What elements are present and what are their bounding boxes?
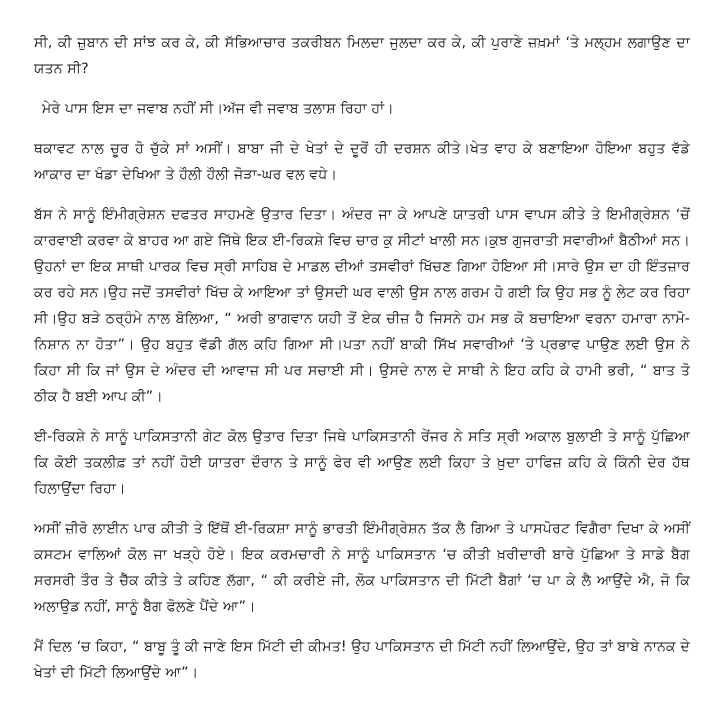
paragraph-5: ਈ-ਰਿਕਸ਼ੇ ਨੇ ਸਾਨੂੰ ਪਾਕਿਸਤਾਨੀ ਗੇਟ ਕੋਲ ਉਤਾਰ ਦਿਤਾ ਜਿਥੇ ਪਾਕਿਸਤਾਨੀ ਰੇਂਜਰ ਨੇ ਸਤਿ ਸ੍ਰੀ ਅਕਾਲ ਬੁਲਾਈ ਤੇ ਸਾਨੂੰ ਪੁੱਛਿਆ ਕਿ ਕੋਈ ਤਕਲੀਫ਼ ਤਾਂ ਨਹੀਂ ਹੋਈ ਯਾਤਰਾ ਦੌਰਾਨ ਤੇ ਸਾਨੂੰ ਫੇਰ ਵੀ ਆਉਣ ਲਈ ਕਿਹਾ ਤੇ ਖ਼ੁਦਾ ਹਾਫਿਜ਼ ਕਹਿ ਕੇ ਕਿੰਨੀ ਦੇਰ ਹੱਥ ਹਿਲਾਉਂਦਾ ਰਿਹਾ। bbox=[34, 429, 690, 497]
document-page bbox=[34, 30, 690, 700]
paragraph-4: ਬੱਸ ਨੇ ਸਾਨੂੰ ਇੰਮੀਗ੍ਰੇਸ਼ਨ ਦਫਤਰ ਸਾਹਮਣੇ ਉਤਾਰ ਦਿਤਾ। ਅੰਦਰ ਜਾ ਕੇ ਆਪਣੇ ਯਾਤਰੀ ਪਾਸ ਵਾਪਸ ਕੀਤੇ ਤੇ ਇਮੀਗ੍ਰੇਸ਼ਨ ‘ਚੋਂ ਕਾਰਵਾਈ ਕਰਵਾ ਕੇ ਬਾਹਰ ਆ ਗਏ ਜਿੱਥੇ ਇਕ ਈ-ਰਿਕਸ਼ੇ ਵਿਚ ਚਾਰ ਕੁ ਸੀਟਾਂ ਖਾਲੀ ਸਨ।ਕੁਝ ਗੁਜਰਾਤੀ ਸਵਾਰੀਆਂ ਬੈਠੀਆਂ ਸਨ।ਉਹਨਾਂ ਦਾ ਇਕ ਸਾਥੀ ਪਾਰਕ ਵਿਚ ਸ੍ਰੀ ਸਾਹਿਬ ਦੇ ਮਾਡਲ ਦੀਆਂ ਤਸਵੀਰਾਂ ਖਿੱਚਣ ਗਿਆ ਹੋਇਆ ਸੀ।ਸਾਰੇ ਉਸ ਦਾ ਹੀ ਇੰਤਜ਼ਾਰ ਕਰ ਰਹੇ ਸਨ।ਉਹ ਜਦੋਂ ਤਸਵੀਰਾਂ ਖਿੱਚ ਕੇ ਆਇਆ ਤਾਂ ਉਸਦੀ ਘਰ ਵਾਲੀ ਉਸ ਨਾਲ ਗਰਮ ਹੋ ਗਈ ਕਿ ਉਹ ਸਭ ਨੂੰ ਲੇਟ ਕਰ ਰਿਹਾ ਸੀ।ਉਹ ਬੜੇ ਠਰ੍ਹੰਮੇ ਨਾਲ ਬੋਲਿਆ, “ ਅਰੀ ਭਾਗਵਾਨ ਯਹੀ ਤੋਂ ਏਕ ਚੀਜ਼ ਹੈ ਜਿਸਨੇ ਹਮ ਸਭ ਕੋ ਬਚਾਇਆ ਵਰਨਾ ਹਮਾਰਾ ਨਾਮੋ-ਨਿਸ਼ਾਨ ਨਾ ਹੋਤਾ”। ਉਹ ਬਹੁਤ ਵੱਡੀ ਗੱਲ ਕਹਿ ਗਿਆ ਸੀ।ਪਤਾ ਨਹੀਂ ਬਾਕੀ ਸਿੱਖ ਸਵਾਰੀਆਂ ‘ਤੇ ਪ੍ਰਭਾਵ ਪਾਉਣ ਲਈ ਉਸ ਨੇ ਕਿਹਾ ਸੀ ਕਿ ਜਾਂ ਉਸ ਦੇ ਅੰਦਰ ਦੀ ਆਵਾਜ਼ ਸੀ ਪਰ ਸਚਾਈ ਸੀ। ਉਸਦੇ ਨਾਲ ਦੇ ਸਾਥੀ ਨੇ ਇਹ ਕਹਿ ਕੇ ਹਾਮੀ ਭਰੀ, “ ਬਾਤ ਤੋ ਠੀਕ ਹੈ ਬਈ ਆਪ ਕੀ”। bbox=[34, 207, 690, 405]
paragraph-1: ਸੀ, ਕੀ ਜ਼ੁਬਾਨ ਦੀ ਸਾਂਝ ਕਰ ਕੇ, ਕੀ ਸੱਭਿਆਚਾਰ ਤਕਰੀਬਨ ਮਿਲਦਾ ਜੁਲਦਾ ਕਰ ਕੇ, ਕੀ ਪੁਰਾਣੇ ਜ਼ਖ਼ਮਾਂ ‘ਤੇ ਮਲ੍ਹਮ ਲਗਾਉਣ ਦਾ ਯਤਨ ਸੀ? bbox=[34, 35, 690, 77]
paragraph-2: ਮੇਰੇ ਪਾਸ ਇਸ ਦਾ ਜਵਾਬ ਨਹੀਂ ਸੀ।ਅੱਜ ਵੀ ਜਵਾਬ ਤਲਾਸ਼ ਰਿਹਾ ਹਾਂ। bbox=[42, 101, 394, 117]
paragraph-6: ਅਸੀਂ ਜ਼ੀਰੋ ਲਾਈਨ ਪਾਰ ਕੀਤੀ ਤੇ ਇੱਥੋਂ ਈ-ਰਿਕਸ਼ਾ ਸਾਨੂੰ ਭਾਰਤੀ ਇੰਮੀਗ੍ਰੇਸ਼ਨ ਤੱਕ ਲੈ ਗਿਆ ਤੇ ਪਾਸਪੋਰਟ ਵਿਗੈਰਾ ਦਿਖਾ ਕੇ ਅਸੀਂ ਕਸਟਮ ਵਾਲਿਆਂ ਕੋਲ ਜਾ ਖੜ੍ਹੇ ਹੋਏ। ਇਕ ਕਰਮਚਾਰੀ ਨੇ ਸਾਨੂੰ ਪਾਕਿਸਤਾਨ ‘ਚ ਕੀਤੀ ਖ਼ਰੀਦਾਰੀ ਬਾਰੇ ਪੁੱਛਿਆ ਤੇ ਸਾਡੇ ਬੈਗ ਸਰਸਰੀ ਤੌਰ ਤੇ ਚੈੱਕ ਕੀਤੇ ਤੇ ਕਹਿਣ ਲੱਗਾ, “ ਕੀ ਕਰੀਏ ਜੀ, ਲੋਕ ਪਾਕਿਸਤਾਨ ਦੀ ਮਿੱਟੀ ਬੈਗਾਂ ‘ਚ ਪਾ ਕੇ ਲੈ ਆਉਂਦੇ ਐ, ਜੋ ਕਿ ਅਲਾਉਡ ਨਹੀਂ, ਸਾਨੂੰ ਬੈਗ ਫੋਲਣੇ ਪੈਂਦੇ ਆ”। bbox=[34, 521, 690, 615]
paragraph-7: ਮੈਂ ਦਿਲ ‘ਚ ਕਿਹਾ, “ ਬਾਬੂ ਤੂੰ ਕੀ ਜਾਣੇ ਇਸ ਮਿੱਟੀ ਦੀ ਕੀਮਤ! ਉਹ ਪਾਕਿਸਤਾਨ ਦੀ ਮਿੱਟੀ ਨਹੀਂ ਲਿਆਉਂਦੇ, ਉਹ ਤਾਂ ਬਾਬੇ ਨਾਨਕ ਦੇ ਖੇਤਾਂ ਦੀ ਮਿੱਟੀ ਲਿਆਉਂਦੇ ਆ”। bbox=[34, 639, 690, 681]
paragraph-3: ਥਕਾਵਟ ਨਾਲ ਚੂਰ ਹੋ ਚੁੱਕੇ ਸਾਂ ਅਸੀਂ। ਬਾਬਾ ਜੀ ਦੇ ਖੇਤਾਂ ਦੇ ਦੂਰੋਂ ਹੀ ਦਰਸ਼ਨ ਕੀਤੇ।ਖੇਤ ਵਾਹ ਕੇ ਬਣਾਇਆ ਹੋਇਆ ਬਹੁਤ ਵੱਡੇ ਆਕਾਰ ਦਾ ਖੰਡਾ ਦੇਖਿਆ ਤੇ ਹੌਲੀ ਹੌਲੀ ਜੋੜਾ-ਘਰ ਵਲ ਵਧੇ। bbox=[34, 141, 690, 183]
